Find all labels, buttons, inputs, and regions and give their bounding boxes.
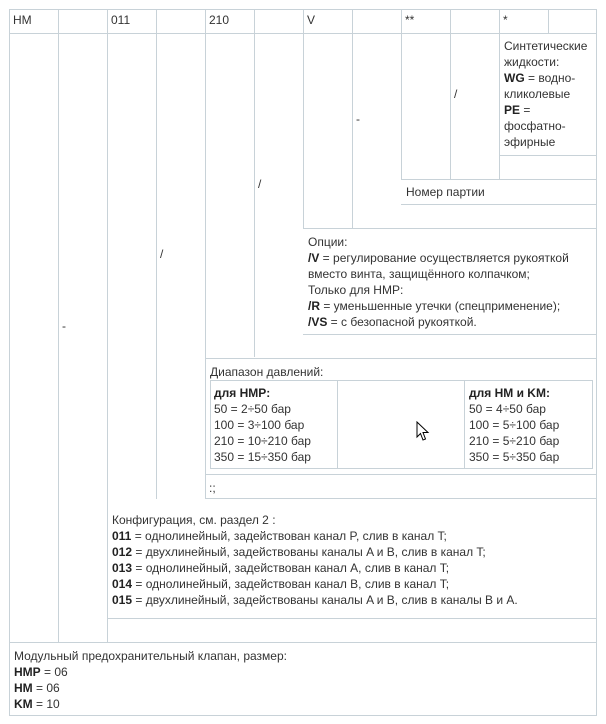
config-item: 012 = двухлинейный, задействованы каналы A и B, слив в канал T; <box>112 545 486 559</box>
config-item: 011 = однолинейный, задействован канал P, слив в канал T; <box>112 529 447 543</box>
header-hm: HM <box>13 13 32 27</box>
model-item: HMP = 06 <box>14 665 68 679</box>
mouse-cursor-icon <box>416 421 430 443</box>
model-item: KM = 10 <box>14 697 60 711</box>
model-item: HM = 06 <box>14 681 60 695</box>
config-item: 013 = однолинейный, задействован канал A, слив в канал T; <box>112 561 450 575</box>
separator-slash: / <box>454 87 458 101</box>
separator-dash: - <box>356 112 360 126</box>
batch-label: Номер партии <box>406 185 485 199</box>
config-item: 014 = однолинейный, задействован канал B, слив в канал T; <box>112 577 450 591</box>
ordering-code-table: HM 011 210 V ** * - / / - / :; Синтетические жидкости: WG = водно- кликолевые PE = фосфатно- эфирные Номер партии Опции: /V = регулирование осуществляется рукояткой вместо винта, защищённого колпачком; Только для HMP: /R = уменьшенные утечки (спецприменение); /VS = с безопасной рукояткой. Диапазон давлений: для HMP: 50 = 2÷50 бар 100 = 3÷100 бар 210 = 10÷210 бар 350 = 15÷350 бар для HM и KM: 50 = 4÷50 бар 100 = 5÷100 бар 210 = 5÷210 бар 350 = 5÷350 бар Конфигурация, см. раздел 2 : 011 = однолинейный, задействован канал P, слив в канал T; 012 = двухлинейный, задействованы каналы A и B, слив в канал T; 013 = однолинейный, задействован канал A, слив в канал T; 014 = однолинейный, задействован канал B, слив в канал T; 015 = двухлинейный, задействованы каналы A и B, слив в каналы B и A. Модульный предохранительный клапан, размер: HMP = 06 HM = 06 KM = 10 <box>0 0 606 724</box>
header-batch: ** <box>405 13 415 27</box>
header-option: V <box>307 13 316 27</box>
config-item: 015 = двухлинейный, задействованы каналы A и B, слив в каналы B и A. <box>112 593 518 607</box>
separator-slash: / <box>258 177 262 191</box>
header-pressure: 210 <box>209 13 230 27</box>
separator-colon: :; <box>209 481 216 495</box>
header-fluid: * <box>503 13 508 27</box>
separator-slash: / <box>160 247 164 261</box>
separator-dash: - <box>62 319 66 333</box>
header-size: 011 <box>111 13 131 27</box>
